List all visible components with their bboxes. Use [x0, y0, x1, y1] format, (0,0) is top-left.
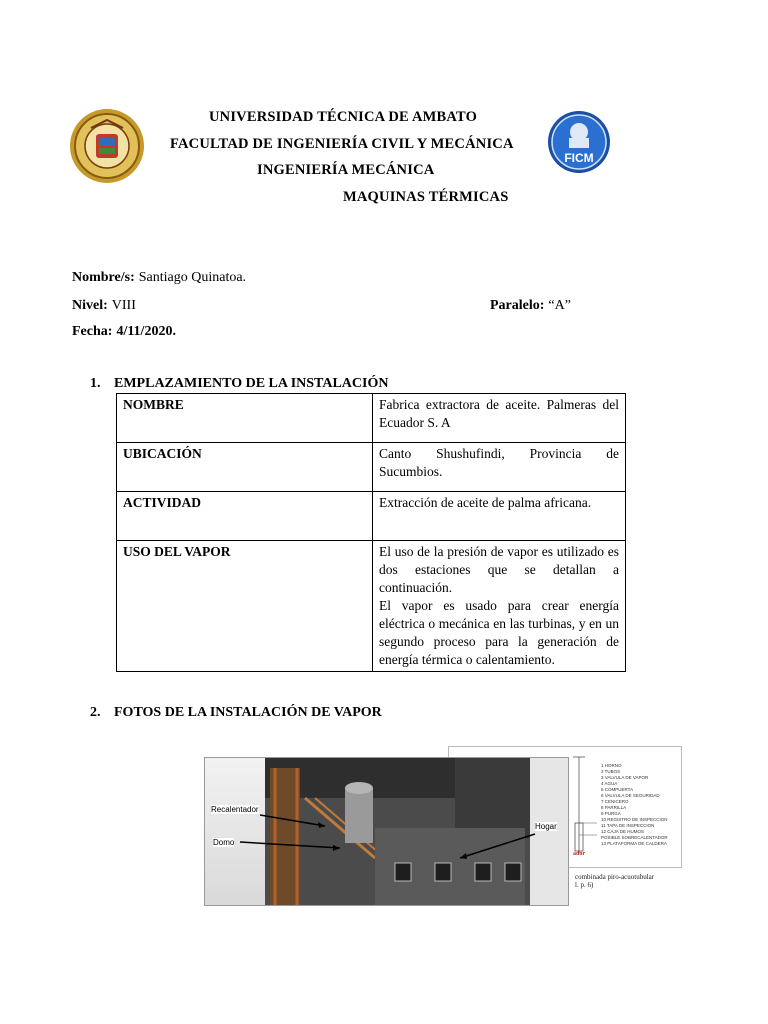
university-seal-logo — [69, 108, 145, 184]
section1-heading — [90, 376, 388, 392]
date-value: 4/11/2020. — [116, 324, 176, 339]
photo-label-hogar: Hogar — [535, 822, 557, 831]
diagram-caption — [575, 873, 654, 889]
legend-item: POSIBLE SOBRECALENTADOR — [601, 835, 668, 840]
career-title: INGENIERÍA MECÁNICA — [257, 162, 435, 178]
legend-item: 2 TUBOS — [601, 769, 621, 774]
photo-label-recalentador: Recalentador — [211, 805, 259, 814]
legend-item: 13 PLATAFORMA DE CALDERA — [601, 841, 667, 846]
group-value: “A” — [548, 298, 571, 313]
legend-item: 9 PURGA — [601, 811, 621, 816]
university-title: UNIVERSIDAD TÉCNICA DE AMBATO — [209, 109, 478, 125]
legend-item: 3 VALVULA DE VAPOR — [601, 775, 649, 780]
diagram-legend — [601, 763, 668, 847]
ficm-logo-text: FICM — [564, 151, 594, 165]
legend-item: 5 COMPUERTA — [601, 787, 634, 792]
table-value-ubicacion: Canto Shushufindi, Provincia de Sucumbios. — [373, 443, 626, 492]
diagram-partial-label: ador — [573, 851, 585, 857]
legend-item: 7 CENICERO — [601, 799, 629, 804]
diagram-caption-line2: l. p. 6) — [575, 881, 594, 889]
table-row — [117, 443, 626, 492]
diagram-caption-line1: combinada piro-acuotubular — [575, 873, 655, 881]
table-row — [117, 492, 626, 541]
group-label: Paralelo: — [490, 298, 545, 313]
section1-title: EMPLAZAMIENTO DE LA INSTALACIÓN — [114, 376, 389, 391]
name-row — [72, 268, 246, 286]
name-value: Santiago Quinatoa. — [138, 270, 247, 285]
boiler-photo — [204, 757, 569, 906]
date-label: Fecha: — [72, 324, 113, 339]
uso-vapor-paragraph-1: El uso de la presión de vapor es utilizado es dos estaciones que se detallan a continuación. — [379, 544, 619, 595]
level-label: Nivel: — [72, 298, 108, 313]
level-row — [72, 296, 136, 314]
table-value-uso-vapor — [373, 541, 626, 672]
section2-heading — [90, 705, 382, 721]
table-key-actividad: ACTIVIDAD — [117, 492, 373, 541]
table-value-nombre: Fabrica extractora de aceite. Palmeras del Ecuador S. A — [373, 394, 626, 443]
legend-item: 1 HORNO — [601, 763, 622, 768]
legend-item: 4 AGUA — [601, 781, 618, 786]
legend-item: 8 PARRILLA — [601, 805, 627, 810]
table-row — [117, 394, 626, 443]
legend-item: 6 VALVULA DE SEGURIDAD — [601, 793, 660, 798]
table-key-uso-vapor: USO DEL VAPOR — [117, 541, 373, 672]
section1-number: 1. — [90, 376, 101, 391]
table-row — [117, 541, 626, 672]
photo-label-domo: Domo — [213, 838, 235, 847]
section2-title: FOTOS DE LA INSTALACIÓN DE VAPOR — [114, 705, 382, 720]
installation-table — [116, 393, 626, 672]
boiler-photo-image — [205, 758, 568, 905]
subject-title: MAQUINAS TÉRMICAS — [343, 189, 509, 205]
legend-item: 10 REGISTRO DE INSPECCION — [601, 817, 668, 822]
section2-number: 2. — [90, 705, 101, 720]
legend-item: 12 CAJA DE HUMOS — [601, 829, 645, 834]
uso-vapor-paragraph-2: El vapor es usado para crear energía eléctrica o mecánica en las turbinas, y en un segundo proceso para la generación de energía térmica o calentamiento. — [379, 598, 619, 667]
table-value-actividad: Extracción de aceite de palma africana. — [373, 492, 626, 541]
faculty-title: FACULTAD DE INGENIERÍA CIVIL Y MECÁNICA — [170, 136, 514, 152]
level-value: VIII — [111, 298, 136, 313]
ficm-logo — [547, 110, 611, 174]
table-key-nombre: NOMBRE — [117, 394, 373, 443]
name-label: Nombre/s: — [72, 270, 135, 285]
group-row — [490, 296, 571, 314]
table-key-ubicacion: UBICACIÓN — [117, 443, 373, 492]
legend-item: 11 TAPA DE INSPECCION — [601, 823, 655, 828]
date-row — [72, 322, 176, 340]
